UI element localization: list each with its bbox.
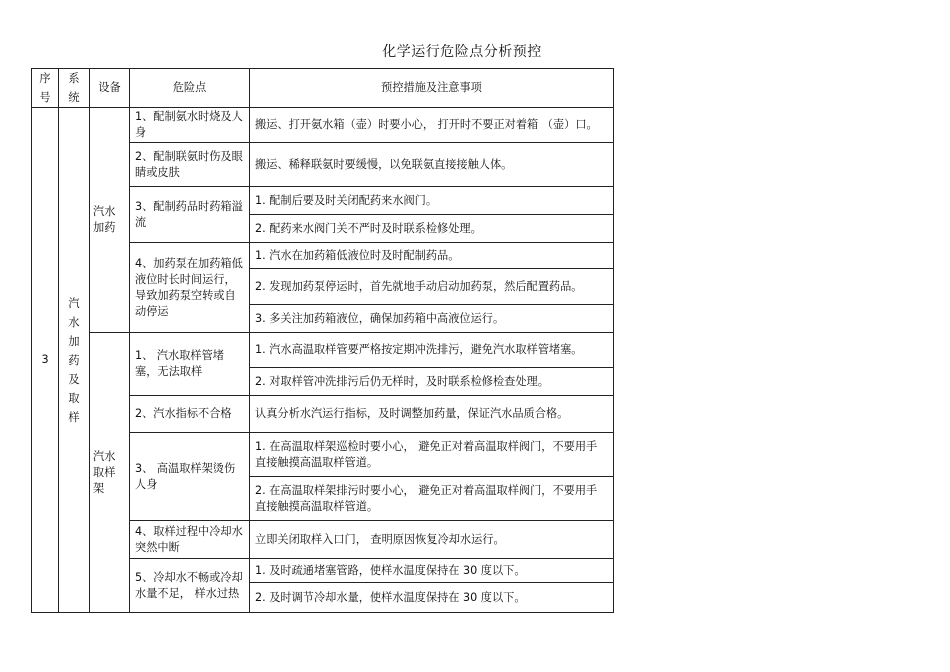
header-device: 设备 xyxy=(90,69,130,108)
hazard-cell: 3、 高温取样架烫伤人身 xyxy=(130,433,250,521)
measure-cell: 2. 发现加药泵停运时，首先就地手动启动加药泵，然后配置药品。 xyxy=(250,269,614,305)
measure-cell: 1. 汽水在加药箱低液位时及时配制药品。 xyxy=(250,243,614,269)
index-cell: 3 xyxy=(32,108,59,613)
measure-cell: 2. 在高温取样架排污时要小心， 避免正对着高温取样阀门，不要用手直接触摸高温取样管道。 xyxy=(250,477,614,521)
hazard-cell: 5、冷却水不畅或冷却水量不足， 样水过热 xyxy=(130,559,250,613)
hazard-cell: 4、加药泵在加药箱低液位时长时间运行， 导致加药泵空转或自动停运 xyxy=(130,243,250,333)
table-row xyxy=(32,108,614,143)
hazard-cell: 2、配制联氨时伤及眼睛或皮肤 xyxy=(130,143,250,187)
hazard-table xyxy=(31,68,614,613)
measure-cell: 3. 多关注加药箱液位，确保加药箱中高液位运行。 xyxy=(250,305,614,333)
measure-cell: 1. 配制后要及时关闭配药来水阀门。 xyxy=(250,187,614,215)
device-cell-sampling: 汽水取样架 xyxy=(90,333,130,613)
measure-cell: 立即关闭取样入口门， 查明原因恢复冷却水运行。 xyxy=(250,521,614,559)
measure-cell: 1. 在高温取样架巡检时要小心， 避免正对着高温取样阀门，不要用手直接触摸高温取样管道。 xyxy=(250,433,614,477)
system-cell: 汽水加药及取样 xyxy=(59,108,90,613)
header-measures: 预控措施及注意事项 xyxy=(250,69,614,108)
hazard-cell: 4、取样过程中冷却水突然中断 xyxy=(130,521,250,559)
header-index: 序号 xyxy=(32,69,59,108)
device-cell-dosing: 汽水加药 xyxy=(90,108,130,333)
document-title: 化学运行危险点分析预控 xyxy=(382,44,542,60)
measure-cell: 2. 对取样管冲洗排污后仍无样时，及时联系检修检查处理。 xyxy=(250,368,614,396)
measure-cell: 认真分析水汽运行指标，及时调整加药量，保证汽水品质合格。 xyxy=(250,396,614,433)
header-system: 系统 xyxy=(59,69,90,108)
measure-cell: 2. 及时调节冷却水量，使样水温度保持在 30 度以下。 xyxy=(250,583,614,613)
measure-cell: 1. 及时疏通堵塞管路，使样水温度保持在 30 度以下。 xyxy=(250,559,614,583)
measure-cell: 2. 配药来水阀门关不严时及时联系检修处理。 xyxy=(250,215,614,243)
hazard-cell: 3、配制药品时药箱溢流 xyxy=(130,187,250,243)
measure-cell: 搬运、打开氨水箱（壶）时要小心， 打开时不要正对着箱 （壶）口。 xyxy=(250,108,614,143)
hazard-cell: 2、汽水指标不合格 xyxy=(130,396,250,433)
header-hazard: 危险点 xyxy=(130,69,250,108)
table-header-row xyxy=(32,69,614,108)
hazard-cell: 1、 汽水取样管堵塞，无法取样 xyxy=(130,333,250,396)
table-row xyxy=(32,333,614,368)
measure-cell: 1. 汽水高温取样管要严格按定期冲洗排污，避免汽水取样管堵塞。 xyxy=(250,333,614,368)
measure-cell: 搬运、稀释联氨时要缓慢，以免联氨直接接触人体。 xyxy=(250,143,614,187)
hazard-cell: 1、配制氨水时烧及人身 xyxy=(130,108,250,143)
